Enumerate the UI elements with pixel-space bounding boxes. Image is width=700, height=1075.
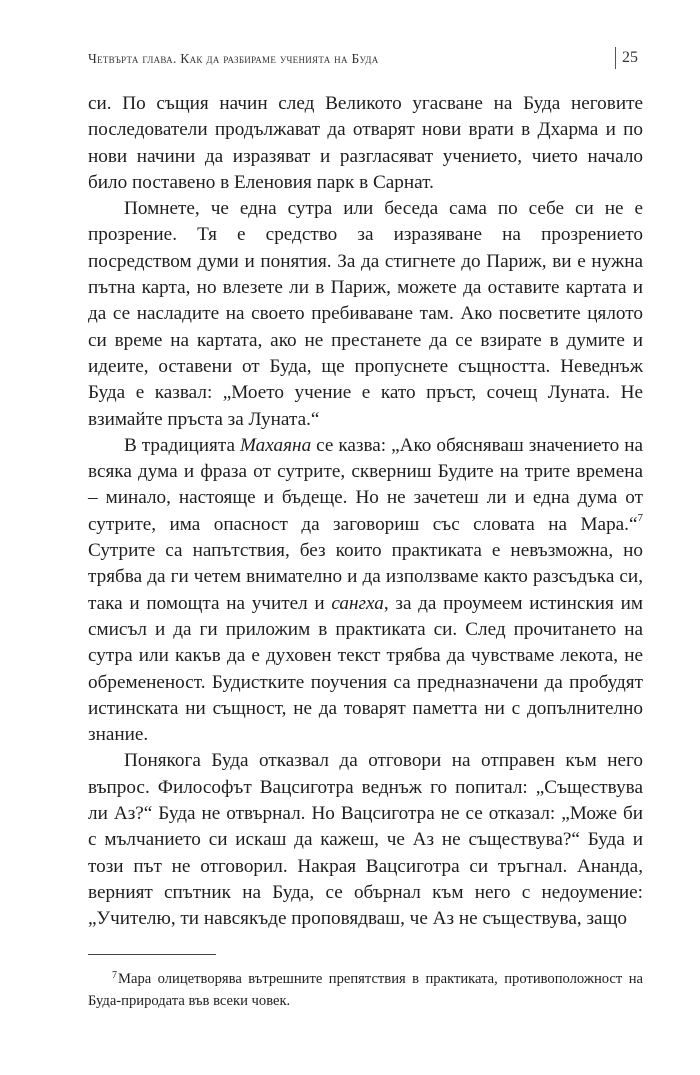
footnote: 7Мара олицетворява вътрешните препятствия в практиката, противоположност на Буда-природата във всеки човек. [88, 970, 643, 1009]
page-number: 25 [622, 49, 638, 66]
running-title: Четвърта глава. Как да разбираме ученията на Буда [88, 51, 379, 66]
paragraph-3-text: Сутрите са напътствия, без които практиката е невъзможна, но трябва да ги четем внимателно и да използваме както разсъдъка си, така и помощта на учител и [88, 540, 643, 614]
paragraph-3-text: , за да проумеем истинския им смисъл и да ги приложим в практиката си. След прочитането на сутра или какъв да е духовен текст трябва да чувстваме лекота, не обремененост. Будистките поучения са предназначени да пробудят истинската ни същност, не да товарят паметта ни с допълнително знание. [88, 592, 643, 746]
paragraph-1: си. По същия начин след Великото угасване на Буда неговите последователи продължават да отварят нови врати в Дхарма и по нови начини да изразяват и разгласяват учението, чието начало било поставено в Еленовия парк в Сарнат. [88, 93, 643, 193]
footnote-reference[interactable]: 7 [637, 511, 643, 524]
footnote-text: Мара олицетворява вътрешните препятствия в практиката, противоположност на Буда-природата във всеки човек. [88, 971, 643, 1009]
running-head [88, 47, 648, 71]
paragraph-3 [88, 433, 643, 749]
paragraph-4: Понякога Буда отказвал да отговори на отправен към него въпрос. Философът Вацсиготра веднъж го попитал: „Съществува ли Аз?“ Буда не отвърнал. Но Вацсиготра не се отказал: „Може би с мълчанието си искаш да кажеш, че Аз не съществува?“ Буда и този път не отговорил. Накрая Вацсиготра си тръгнал. Ананда, верният спътник на Буда, се обърнал към него с недоумение: „Учителю, ти навсякъде проповядваш, че Аз не съществува, защо [88, 750, 643, 930]
paragraph-3-text: В традицията [124, 434, 240, 456]
term-mahayana: Махаяна [239, 434, 312, 456]
paragraph-3-text: се казва: „Ако обясняваш значението на всяка дума и фраза от сутрите, скверниш Будите на трите времена – минало, настояще и бъдеще. Но не зачетеш ли и една дума от сутрите, има опасност да заговориш със словата на Мара.“ [88, 434, 643, 535]
footnote-divider [88, 954, 216, 955]
header-divider [615, 47, 616, 69]
term-sangha: сангха [331, 592, 384, 614]
body-text [88, 91, 643, 933]
paragraph-2: Помнете, че една сутра или беседа сама по себе си не е прозрение. Тя е средство за изразяване на прозрението посредством думи и понятия. За да стигнете до Париж, ви е нужна пътна карта, но влезете ли в Париж, можете да оставите картата и да се насладите на своето пребиваване там. Ако посветите цялото си време на картата, ако не престанете да се взирате в думите и идеите, оставени от Буда, ще пропуснете същността. Неведнъж Буда е казвал: „Моето учение е като пръст, сочещ Луната. Не взимайте пръста за Луната.“ [88, 198, 643, 430]
